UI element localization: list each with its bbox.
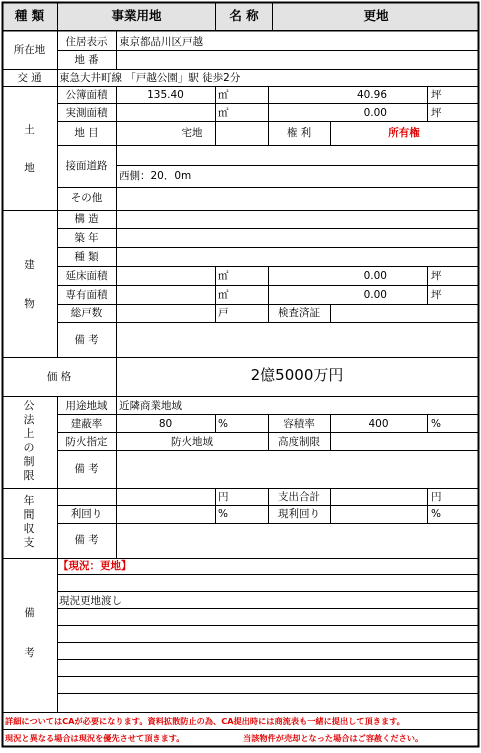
- survey-tsubo-unit: 坪: [431, 107, 442, 119]
- footer-notice-line1: 詳細についてはCAが必要になります。資料拡散防止の為、CA提出時には商流表も一緒に提出して頂きます。: [5, 716, 405, 726]
- survey-area-unit: ㎡: [218, 107, 229, 119]
- remarks-label-bottom: 考: [24, 647, 35, 659]
- fire-zone-label: 防火指定: [65, 436, 108, 448]
- legal-label-char: の: [23, 441, 35, 454]
- far-label: 容積率: [283, 418, 315, 430]
- land-other-label: その他: [70, 192, 103, 204]
- income-notes-label: 備 考: [74, 534, 99, 546]
- name-label: 名 称: [229, 8, 259, 23]
- building-label-top: 建: [24, 259, 35, 271]
- remarks-status-line: 【現況：更地】: [58, 560, 132, 572]
- legal-notes-label: 備 考: [74, 463, 99, 475]
- far-unit: %: [431, 418, 441, 430]
- bcr-unit: %: [218, 418, 228, 430]
- registry-area-value: 135.40: [147, 89, 184, 101]
- kind-label: 種 類: [14, 8, 45, 23]
- legal-label-char: 法: [23, 413, 35, 426]
- registry-tsubo-unit: 坪: [431, 89, 442, 101]
- legal-label-char: 上: [23, 427, 35, 440]
- land-category-label: 地 目: [74, 127, 99, 139]
- building-notes-label: 備 考: [74, 334, 99, 346]
- current-yield-label: 現利回り: [278, 508, 320, 520]
- units-unit: 戸: [218, 307, 229, 319]
- income-label-char: 間: [23, 508, 35, 521]
- address-label: 住居表示: [65, 36, 108, 48]
- floor-area-tsubo-unit: 坪: [431, 270, 442, 282]
- zoning-value: 近隣商業地域: [119, 400, 182, 412]
- rights-label: 権 利: [286, 127, 312, 139]
- land-label-top: 土: [24, 124, 35, 136]
- legal-label-char: 制: [23, 455, 35, 468]
- structure-label: 構 造: [74, 213, 99, 225]
- floor-area-unit: ㎡: [218, 270, 229, 282]
- built-year-label: 築 年: [74, 232, 99, 244]
- remarks-delivery-line: 現況更地渡し: [59, 595, 122, 607]
- remarks-label-top: 備: [24, 607, 35, 619]
- legal-label-char: 公: [23, 399, 35, 412]
- income-label-char: 支: [23, 536, 35, 549]
- road-label: 接面道路: [65, 160, 108, 172]
- price-label: 価 格: [46, 371, 72, 383]
- registry-area-label: 公簿面積: [65, 89, 108, 101]
- rights-value: 所有権: [388, 127, 420, 139]
- height-limit-label: 高度制限: [278, 436, 320, 448]
- inspection-label: 検査済証: [278, 307, 320, 319]
- legal-section-label: [20, 399, 38, 483]
- building-label-bottom: 物: [24, 298, 35, 310]
- building-type-label: 種 類: [74, 251, 99, 263]
- address-value: 東京都品川区戸越: [119, 36, 203, 48]
- current-yield-unit: %: [431, 508, 441, 520]
- location-label: 所在地: [13, 44, 46, 56]
- registry-area-unit: ㎡: [218, 89, 229, 101]
- far-value: 400: [368, 418, 389, 430]
- income-section-label: [20, 494, 38, 550]
- transport-value: 東急大井町線 「戸越公園」駅 徒歩2分: [59, 72, 241, 84]
- name-value: 更地: [363, 8, 389, 23]
- lot-label: 地 番: [74, 54, 99, 66]
- private-area-tsubo-unit: 坪: [431, 289, 442, 301]
- road-value: 西側：20．0m: [119, 170, 192, 182]
- land-category-value: 宅地: [181, 127, 203, 139]
- floor-area-tsubo: 0.00: [363, 270, 387, 282]
- income-label-char: 収: [23, 522, 35, 535]
- private-area-unit: ㎡: [218, 289, 229, 301]
- transport-label: 交 通: [17, 72, 42, 84]
- footer-notice-line2a: 現況と異なる場合は現況を優先させて頂きます。: [5, 733, 185, 743]
- floor-area-label: 延床面積: [65, 270, 108, 282]
- private-area-tsubo: 0.00: [363, 289, 387, 301]
- survey-area-label: 実測面積: [65, 107, 108, 119]
- kind-value: 事業用地: [111, 8, 162, 23]
- yield-unit: %: [218, 508, 228, 520]
- zoning-label: 用途地域: [65, 400, 108, 412]
- expense-total-label: 支出合計: [278, 491, 320, 503]
- bcr-value: 80: [158, 418, 173, 430]
- fire-zone-value: 防火地域: [171, 436, 213, 448]
- bcr-label: 建蔽率: [70, 418, 103, 430]
- private-area-label: 専有面積: [65, 289, 108, 301]
- land-label-bottom: 地: [24, 162, 35, 174]
- footer-notice-line2b: 当該物件が売却となった場合はご容赦ください。: [243, 733, 424, 743]
- income-label-char: 年: [23, 494, 35, 507]
- registry-tsubo-value: 40.96: [356, 89, 387, 101]
- price-value: 2億5000万円: [250, 366, 344, 384]
- income-yen-unit: 円: [218, 491, 229, 503]
- units-label: 総戸数: [70, 307, 103, 319]
- legal-label-char: 限: [23, 469, 35, 482]
- expense-yen-unit: 円: [431, 491, 442, 503]
- survey-tsubo-value: 0.00: [363, 107, 387, 119]
- yield-label: 利回り: [70, 508, 103, 520]
